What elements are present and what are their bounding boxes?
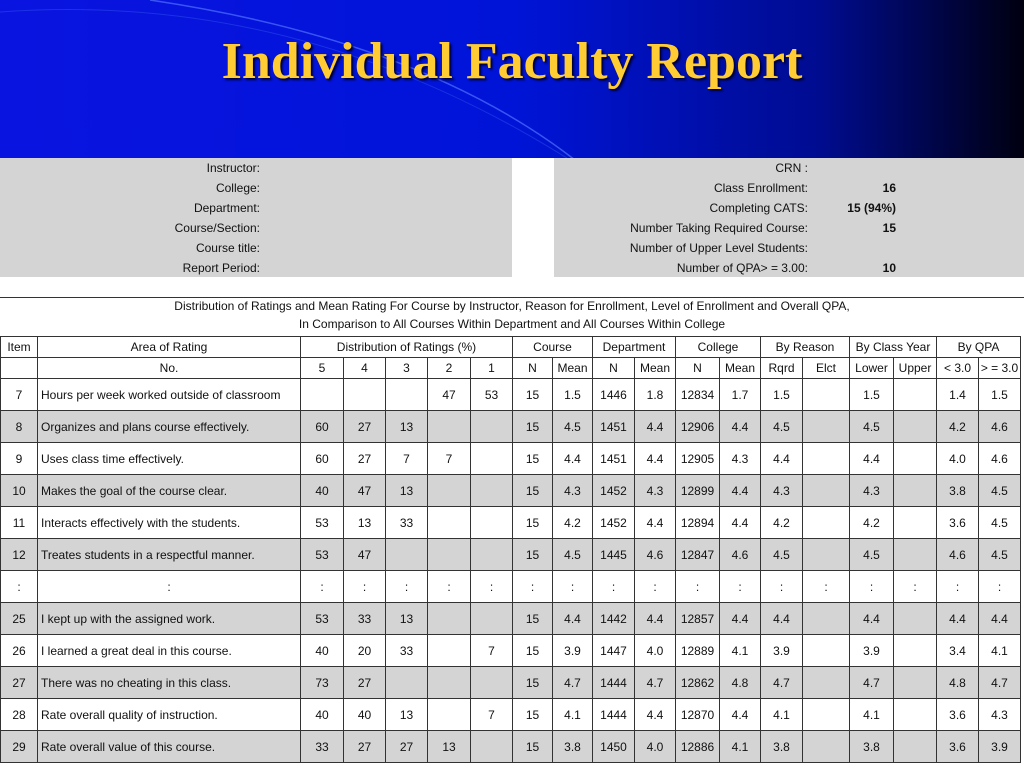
table-cell: : bbox=[676, 571, 720, 603]
table-cell: 1451 bbox=[593, 443, 635, 475]
table-cell: 53 bbox=[301, 603, 344, 635]
area-of-rating-cell: Hours per week worked outside of classroom bbox=[38, 379, 301, 411]
item-number-cell: 26 bbox=[1, 635, 38, 667]
table-cell: 4.5 bbox=[761, 411, 803, 443]
table-cell: 3.8 bbox=[761, 731, 803, 763]
subheader-cell: Elct bbox=[803, 358, 850, 379]
table-cell bbox=[386, 379, 428, 411]
table-cell: 12847 bbox=[676, 539, 720, 571]
header-college: College bbox=[676, 337, 761, 358]
table-cell: : bbox=[894, 571, 937, 603]
table-cell bbox=[803, 667, 850, 699]
info-right-label: Number of Upper Level Students: bbox=[629, 241, 808, 255]
header-by-qpa: By QPA bbox=[937, 337, 1021, 358]
table-cell: 4.5 bbox=[761, 539, 803, 571]
table-cell: 3.6 bbox=[937, 731, 979, 763]
table-cell bbox=[471, 539, 513, 571]
table-cell: 47 bbox=[344, 539, 386, 571]
table-cell: 1452 bbox=[593, 475, 635, 507]
table-cell: 7 bbox=[386, 443, 428, 475]
table-cell bbox=[803, 539, 850, 571]
table-cell bbox=[471, 731, 513, 763]
table-cell: 15 bbox=[513, 539, 553, 571]
table-cell: 4.7 bbox=[635, 667, 676, 699]
table-cell: 15 bbox=[513, 667, 553, 699]
table-cell: 4.4 bbox=[553, 603, 593, 635]
subheader-cell: > = 3.0 bbox=[979, 358, 1021, 379]
table-body bbox=[1, 379, 1021, 763]
table-cell: : bbox=[344, 571, 386, 603]
item-number-cell: 7 bbox=[1, 379, 38, 411]
table-cell: 4.7 bbox=[553, 667, 593, 699]
table-heading bbox=[0, 297, 1024, 333]
table-cell: 1446 bbox=[593, 379, 635, 411]
table-cell bbox=[471, 475, 513, 507]
table-cell bbox=[803, 699, 850, 731]
info-panel-right bbox=[554, 158, 1024, 277]
info-right-value: 16 bbox=[882, 181, 896, 195]
table-cell: 15 bbox=[513, 443, 553, 475]
info-panel-left bbox=[0, 158, 512, 277]
table-cell: 4.2 bbox=[850, 507, 894, 539]
table-cell: 1.5 bbox=[553, 379, 593, 411]
table-cell: 4.4 bbox=[635, 443, 676, 475]
subheader-cell: Rqrd bbox=[761, 358, 803, 379]
table-cell bbox=[894, 507, 937, 539]
table-cell bbox=[803, 635, 850, 667]
table-cell: 4.4 bbox=[937, 603, 979, 635]
table-cell: 4.3 bbox=[761, 475, 803, 507]
table-cell: 4.8 bbox=[937, 667, 979, 699]
table-cell: : bbox=[513, 571, 553, 603]
area-of-rating-cell: There was no cheating in this class. bbox=[38, 667, 301, 699]
table-cell: 53 bbox=[301, 539, 344, 571]
table-cell: 4.5 bbox=[979, 507, 1021, 539]
table-cell bbox=[894, 731, 937, 763]
table-cell: 33 bbox=[386, 635, 428, 667]
table-cell bbox=[894, 443, 937, 475]
table-cell bbox=[894, 635, 937, 667]
table-cell bbox=[428, 411, 471, 443]
table-cell: : bbox=[937, 571, 979, 603]
table-cell: 15 bbox=[513, 635, 553, 667]
table-cell: 4.8 bbox=[720, 667, 761, 699]
area-of-rating-cell: Rate overall value of this course. bbox=[38, 731, 301, 763]
table-cell: 15 bbox=[513, 731, 553, 763]
table-cell: : bbox=[850, 571, 894, 603]
table-cell: 4.1 bbox=[553, 699, 593, 731]
area-of-rating-cell: Uses class time effectively. bbox=[38, 443, 301, 475]
table-cell: 3.9 bbox=[979, 731, 1021, 763]
item-number-cell: 25 bbox=[1, 603, 38, 635]
table-cell bbox=[471, 507, 513, 539]
area-of-rating-cell: Rate overall quality of instruction. bbox=[38, 699, 301, 731]
table-cell bbox=[803, 507, 850, 539]
table-cell: 13 bbox=[386, 475, 428, 507]
area-of-rating-cell: Makes the goal of the course clear. bbox=[38, 475, 301, 507]
table-cell: 27 bbox=[344, 411, 386, 443]
table-cell: 4.6 bbox=[635, 539, 676, 571]
table-cell: 1.4 bbox=[937, 379, 979, 411]
table-cell: : bbox=[593, 571, 635, 603]
table-cell bbox=[894, 475, 937, 507]
info-right-label: Number of QPA> = 3.00: bbox=[676, 261, 808, 275]
table-cell: 1445 bbox=[593, 539, 635, 571]
table-cell bbox=[803, 379, 850, 411]
table-cell bbox=[428, 699, 471, 731]
info-right-value: 10 bbox=[882, 261, 896, 275]
table-cell bbox=[471, 667, 513, 699]
info-left-label: Course title: bbox=[195, 241, 260, 255]
item-number-cell: 11 bbox=[1, 507, 38, 539]
table-cell: 3.9 bbox=[553, 635, 593, 667]
table-cell: 12899 bbox=[676, 475, 720, 507]
table-cell: 4.1 bbox=[720, 635, 761, 667]
table-cell bbox=[428, 507, 471, 539]
table-cell: 40 bbox=[301, 699, 344, 731]
info-left-label: College: bbox=[215, 181, 260, 195]
table-row bbox=[1, 443, 1021, 475]
table-cell: 13 bbox=[344, 507, 386, 539]
item-number-cell: 28 bbox=[1, 699, 38, 731]
table-cell: 4.4 bbox=[761, 603, 803, 635]
table-cell: 4.2 bbox=[553, 507, 593, 539]
header-distribution: Distribution of Ratings (%) bbox=[301, 337, 513, 358]
table-cell: 13 bbox=[386, 411, 428, 443]
table-cell: 4.1 bbox=[761, 699, 803, 731]
table-cell: 4.0 bbox=[937, 443, 979, 475]
table-cell: 73 bbox=[301, 667, 344, 699]
header-area: Area of Rating bbox=[38, 337, 301, 358]
area-of-rating-cell: : bbox=[38, 571, 301, 603]
table-cell: : bbox=[301, 571, 344, 603]
table-row bbox=[1, 411, 1021, 443]
header-course: Course bbox=[513, 337, 593, 358]
table-cell: 7 bbox=[471, 635, 513, 667]
table-cell: 4.3 bbox=[850, 475, 894, 507]
table-row bbox=[1, 731, 1021, 763]
table-cell bbox=[894, 667, 937, 699]
table-cell: 12894 bbox=[676, 507, 720, 539]
table-heading-line2: In Comparison to All Courses Within Department and All Courses Within College bbox=[298, 317, 726, 331]
table-row bbox=[1, 539, 1021, 571]
table-cell: 1452 bbox=[593, 507, 635, 539]
table-cell: 12870 bbox=[676, 699, 720, 731]
table-cell: 4.5 bbox=[979, 475, 1021, 507]
table-cell bbox=[471, 411, 513, 443]
table-cell: 33 bbox=[386, 507, 428, 539]
subheader-cell: Upper bbox=[894, 358, 937, 379]
table-cell: 1444 bbox=[593, 699, 635, 731]
table-cell bbox=[428, 539, 471, 571]
table-cell: 47 bbox=[428, 379, 471, 411]
table-cell bbox=[471, 603, 513, 635]
table-cell: 4.3 bbox=[720, 443, 761, 475]
table-row bbox=[1, 635, 1021, 667]
table-cell: 27 bbox=[344, 667, 386, 699]
table-cell: 12906 bbox=[676, 411, 720, 443]
table-row bbox=[1, 475, 1021, 507]
table-cell: : bbox=[428, 571, 471, 603]
subheader-cell: N bbox=[513, 358, 553, 379]
header-item: Item bbox=[1, 337, 38, 358]
header-by-reason: By Reason bbox=[761, 337, 850, 358]
table-cell: : bbox=[761, 571, 803, 603]
ratings-table bbox=[0, 336, 1021, 763]
subheader-cell: Mean bbox=[553, 358, 593, 379]
table-cell: 4.3 bbox=[635, 475, 676, 507]
table-cell: 4.5 bbox=[553, 539, 593, 571]
table-row bbox=[1, 667, 1021, 699]
table-cell: 47 bbox=[344, 475, 386, 507]
table-cell: 60 bbox=[301, 411, 344, 443]
table-cell: 4.2 bbox=[937, 411, 979, 443]
item-number-cell: 12 bbox=[1, 539, 38, 571]
table-cell: 4.4 bbox=[850, 443, 894, 475]
table-cell: 4.6 bbox=[979, 443, 1021, 475]
table-cell: 27 bbox=[386, 731, 428, 763]
table-cell: 3.9 bbox=[761, 635, 803, 667]
table-cell: 15 bbox=[513, 379, 553, 411]
table-cell: 15 bbox=[513, 411, 553, 443]
table-cell: 4.4 bbox=[553, 443, 593, 475]
table-cell: 4.4 bbox=[720, 475, 761, 507]
area-of-rating-cell: I learned a great deal in this course. bbox=[38, 635, 301, 667]
subheader-cell: N bbox=[676, 358, 720, 379]
table-cell: 40 bbox=[301, 475, 344, 507]
table-cell: 33 bbox=[301, 731, 344, 763]
table-cell: 1450 bbox=[593, 731, 635, 763]
table-cell: 4.1 bbox=[850, 699, 894, 731]
subheader-cell: 4 bbox=[344, 358, 386, 379]
table-cell: 4.0 bbox=[635, 635, 676, 667]
table-cell: 27 bbox=[344, 443, 386, 475]
table-cell: : bbox=[979, 571, 1021, 603]
table-row bbox=[1, 699, 1021, 731]
table-cell bbox=[894, 603, 937, 635]
table-cell: 4.4 bbox=[761, 443, 803, 475]
item-number-cell: 10 bbox=[1, 475, 38, 507]
subheader-cell: N bbox=[593, 358, 635, 379]
table-cell: 3.9 bbox=[850, 635, 894, 667]
table-cell: 3.6 bbox=[937, 699, 979, 731]
table-cell: : bbox=[471, 571, 513, 603]
table-cell: 7 bbox=[471, 699, 513, 731]
table-cell bbox=[428, 635, 471, 667]
table-cell: 3.8 bbox=[850, 731, 894, 763]
table-cell: 27 bbox=[344, 731, 386, 763]
table-cell bbox=[803, 411, 850, 443]
table-cell bbox=[428, 667, 471, 699]
info-right-label: Class Enrollment: bbox=[713, 181, 808, 195]
table-cell: 4.7 bbox=[850, 667, 894, 699]
table-cell: 15 bbox=[513, 507, 553, 539]
area-of-rating-cell: Interacts effectively with the students. bbox=[38, 507, 301, 539]
table-cell: 1.7 bbox=[720, 379, 761, 411]
table-cell: 4.7 bbox=[761, 667, 803, 699]
table-cell: 4.2 bbox=[761, 507, 803, 539]
table-cell: 4.6 bbox=[979, 411, 1021, 443]
subheader-cell: Mean bbox=[720, 358, 761, 379]
table-cell: 1.8 bbox=[635, 379, 676, 411]
table-cell: 13 bbox=[386, 699, 428, 731]
table-cell: : bbox=[553, 571, 593, 603]
area-of-rating-cell: I kept up with the assigned work. bbox=[38, 603, 301, 635]
table-cell: 3.8 bbox=[937, 475, 979, 507]
item-number-cell: : bbox=[1, 571, 38, 603]
table-cell: 40 bbox=[344, 699, 386, 731]
table-cell: 60 bbox=[301, 443, 344, 475]
table-cell bbox=[803, 475, 850, 507]
table-cell bbox=[894, 699, 937, 731]
info-right-label: Completing CATS: bbox=[709, 201, 808, 215]
table-cell: 4.3 bbox=[979, 699, 1021, 731]
table-cell: 20 bbox=[344, 635, 386, 667]
table-cell: 15 bbox=[513, 603, 553, 635]
subheader-cell: 5 bbox=[301, 358, 344, 379]
area-of-rating-cell: Organizes and plans course effectively. bbox=[38, 411, 301, 443]
table-cell: 4.4 bbox=[720, 411, 761, 443]
subheader-cell: < 3.0 bbox=[937, 358, 979, 379]
table-cell: 1447 bbox=[593, 635, 635, 667]
table-cell: 12889 bbox=[676, 635, 720, 667]
table-cell: 12834 bbox=[676, 379, 720, 411]
table-cell: 4.4 bbox=[720, 507, 761, 539]
table-cell: 4.4 bbox=[635, 699, 676, 731]
table-cell bbox=[894, 411, 937, 443]
table-cell: 40 bbox=[301, 635, 344, 667]
table-cell bbox=[894, 539, 937, 571]
table-heading-line1: Distribution of Ratings and Mean Rating For Course by Instructor, Reason for Enrollment, Level of Enrollment and Overall QPA, bbox=[174, 299, 850, 313]
table-cell: 4.4 bbox=[720, 699, 761, 731]
item-number-cell: 8 bbox=[1, 411, 38, 443]
subheader-cell: 2 bbox=[428, 358, 471, 379]
item-number-cell: 29 bbox=[1, 731, 38, 763]
area-of-rating-cell: Treates students in a respectful manner. bbox=[38, 539, 301, 571]
table-cell: 12857 bbox=[676, 603, 720, 635]
table-cell bbox=[344, 379, 386, 411]
table-cell: 12886 bbox=[676, 731, 720, 763]
table-cell bbox=[428, 475, 471, 507]
info-left-label: Report Period: bbox=[182, 261, 260, 275]
table-row bbox=[1, 379, 1021, 411]
table-cell: 4.5 bbox=[850, 411, 894, 443]
table-cell bbox=[301, 379, 344, 411]
info-right-label: Number Taking Required Course: bbox=[630, 221, 808, 235]
table-cell: 53 bbox=[301, 507, 344, 539]
table-cell: 4.6 bbox=[937, 539, 979, 571]
table-cell: 4.6 bbox=[720, 539, 761, 571]
subheader-cell: Mean bbox=[635, 358, 676, 379]
table-cell bbox=[803, 603, 850, 635]
table-cell bbox=[803, 443, 850, 475]
table-cell bbox=[386, 667, 428, 699]
table-cell: 33 bbox=[344, 603, 386, 635]
table-cell: : bbox=[635, 571, 676, 603]
table-cell bbox=[471, 443, 513, 475]
table-cell: 3.4 bbox=[937, 635, 979, 667]
table-cell: 1444 bbox=[593, 667, 635, 699]
table-cell: 4.4 bbox=[635, 507, 676, 539]
subheader-row bbox=[1, 358, 1021, 379]
table-cell: 13 bbox=[386, 603, 428, 635]
table-cell: 4.4 bbox=[720, 603, 761, 635]
table-cell: 15 bbox=[513, 475, 553, 507]
info-right-value: 15 bbox=[882, 221, 896, 235]
header-by-class-year: By Class Year bbox=[850, 337, 937, 358]
table-cell: 4.0 bbox=[635, 731, 676, 763]
item-number-cell: 27 bbox=[1, 667, 38, 699]
subheader-cell: 1 bbox=[471, 358, 513, 379]
table-cell bbox=[386, 539, 428, 571]
table-cell: 4.3 bbox=[553, 475, 593, 507]
subheader-cell: Lower bbox=[850, 358, 894, 379]
subheader-cell: No. bbox=[38, 358, 301, 379]
table-cell bbox=[803, 731, 850, 763]
table-row bbox=[1, 571, 1021, 603]
info-left-label: Department: bbox=[193, 201, 260, 215]
table-cell: : bbox=[803, 571, 850, 603]
table-cell: 4.4 bbox=[635, 603, 676, 635]
info-left-label: Instructor: bbox=[206, 161, 260, 175]
table-cell: 1.5 bbox=[761, 379, 803, 411]
subheader-cell: 3 bbox=[386, 358, 428, 379]
table-cell bbox=[894, 379, 937, 411]
table-cell: 4.7 bbox=[979, 667, 1021, 699]
table-cell: 4.5 bbox=[850, 539, 894, 571]
table-row bbox=[1, 507, 1021, 539]
table-cell: 1.5 bbox=[979, 379, 1021, 411]
table-cell: 4.1 bbox=[720, 731, 761, 763]
table-cell: 4.4 bbox=[850, 603, 894, 635]
item-number-cell: 9 bbox=[1, 443, 38, 475]
table-cell: 3.8 bbox=[553, 731, 593, 763]
info-right-label: CRN : bbox=[775, 161, 808, 175]
table-cell: 1.5 bbox=[850, 379, 894, 411]
table-cell: 15 bbox=[513, 699, 553, 731]
header-department: Department bbox=[593, 337, 676, 358]
table-cell: 4.1 bbox=[979, 635, 1021, 667]
table-cell: 13 bbox=[428, 731, 471, 763]
table-cell: 7 bbox=[428, 443, 471, 475]
info-right-value: 15 (94%) bbox=[847, 201, 896, 215]
table-cell: : bbox=[386, 571, 428, 603]
table-cell: 1442 bbox=[593, 603, 635, 635]
table-cell: 1451 bbox=[593, 411, 635, 443]
table-cell bbox=[428, 603, 471, 635]
table-cell: 3.6 bbox=[937, 507, 979, 539]
table-cell: 12862 bbox=[676, 667, 720, 699]
table-cell: 12905 bbox=[676, 443, 720, 475]
table-cell: 4.5 bbox=[553, 411, 593, 443]
info-left-label: Course/Section: bbox=[174, 221, 260, 235]
subheader-item-blank bbox=[1, 358, 38, 379]
table-cell: 4.5 bbox=[979, 539, 1021, 571]
slide-title: Individual Faculty Report bbox=[221, 33, 803, 90]
table-row bbox=[1, 603, 1021, 635]
table-cell: 4.4 bbox=[979, 603, 1021, 635]
table-cell: 53 bbox=[471, 379, 513, 411]
table-cell: 4.4 bbox=[635, 411, 676, 443]
table-cell: : bbox=[720, 571, 761, 603]
